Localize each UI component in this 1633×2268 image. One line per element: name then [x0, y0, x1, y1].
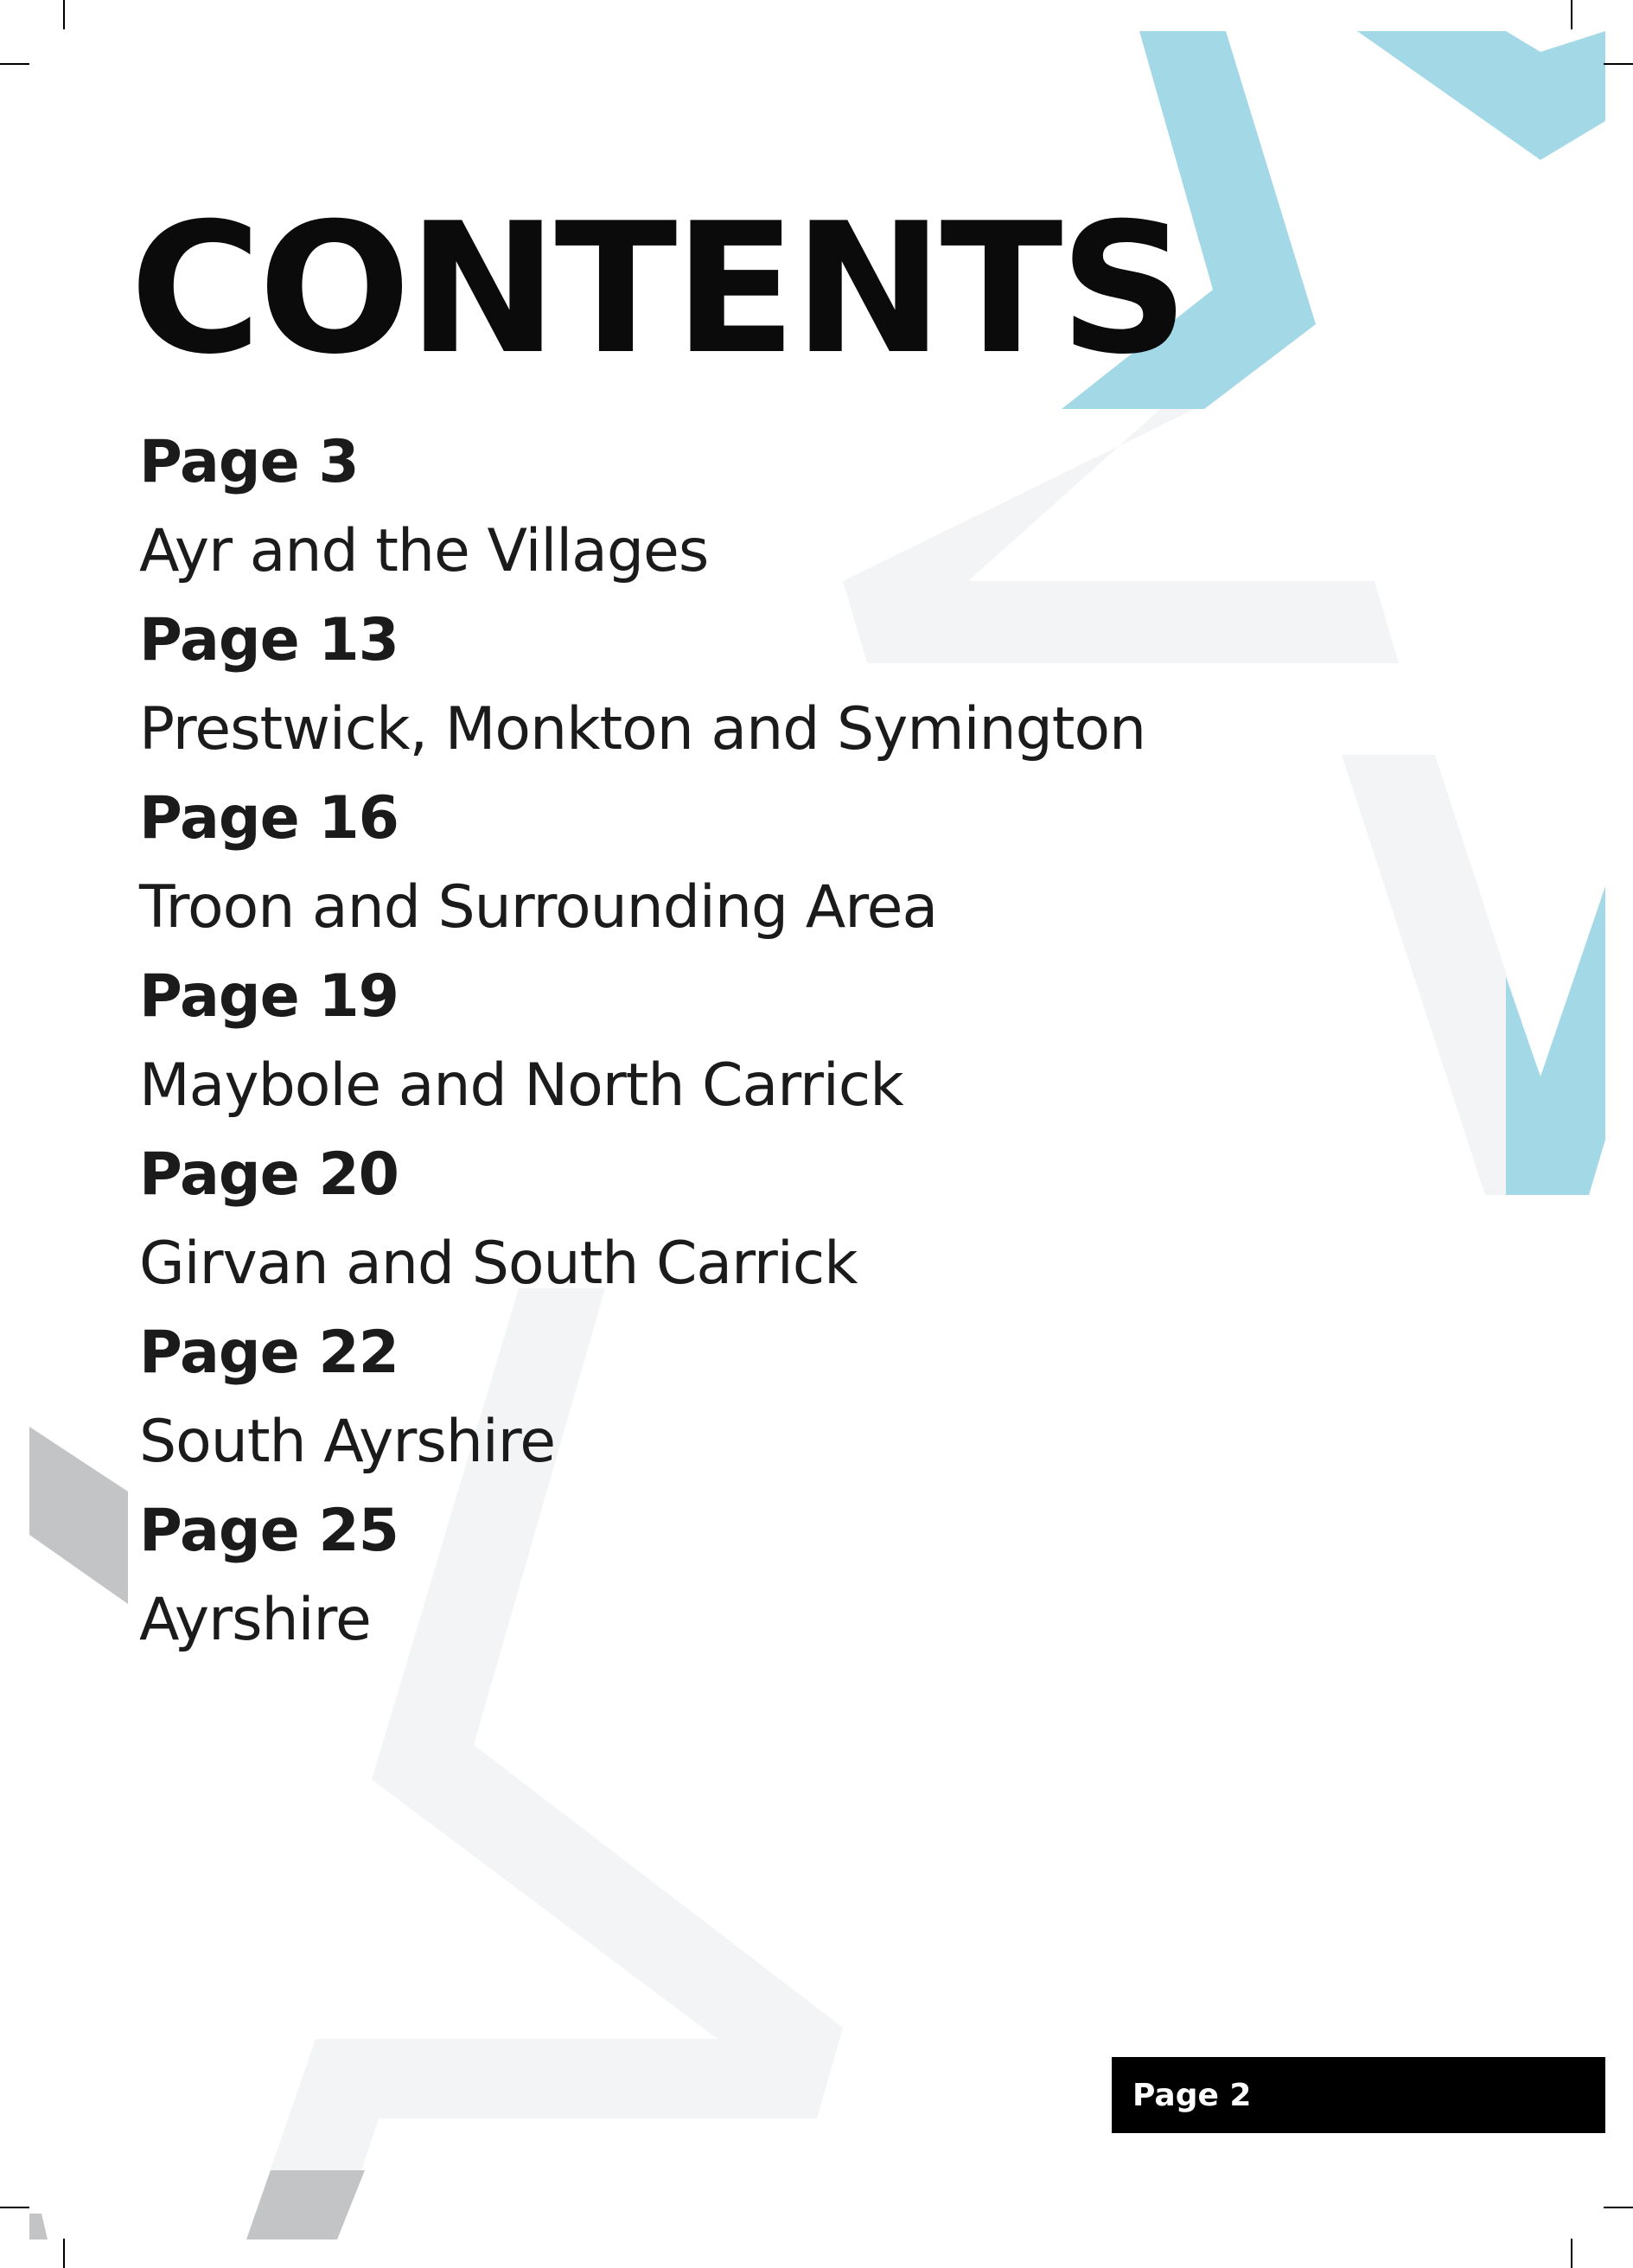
- toc-page-number: Page 20: [139, 1140, 399, 1209]
- toc-entry: [139, 1486, 1145, 1664]
- toc-page-number: Page 13: [139, 606, 399, 674]
- toc-section-title: Girvan and South Carrick: [139, 1230, 858, 1298]
- toc-section-title: Ayrshire: [139, 1586, 371, 1654]
- toc-entry: [139, 774, 1145, 952]
- toc-section-title: South Ayrshire: [139, 1408, 556, 1476]
- toc-entry: [139, 1308, 1145, 1486]
- toc-page-number: Page 16: [139, 784, 399, 853]
- page-number-footer: [1112, 2057, 1605, 2133]
- toc-entry: [139, 1130, 1145, 1308]
- toc-section-title: Ayr and the Villages: [139, 517, 709, 585]
- toc-page-number: Page 22: [139, 1319, 399, 1387]
- toc-section-title: Prestwick, Monkton and Symington: [139, 695, 1146, 763]
- table-of-contents: [139, 418, 1145, 1664]
- toc-page-number: Page 3: [139, 428, 359, 496]
- toc-page-number: Page 19: [139, 962, 399, 1031]
- toc-section-title: Troon and Surrounding Area: [139, 873, 938, 942]
- toc-section-title: Maybole and North Carrick: [139, 1051, 903, 1120]
- toc-entry: [139, 952, 1145, 1130]
- toc-entry: [139, 596, 1145, 774]
- toc-page-number: Page 25: [139, 1497, 399, 1565]
- toc-entry: [139, 418, 1145, 596]
- page-number-label: Page 2: [1132, 2077, 1252, 2113]
- page-title: CONTENTS: [130, 185, 1186, 394]
